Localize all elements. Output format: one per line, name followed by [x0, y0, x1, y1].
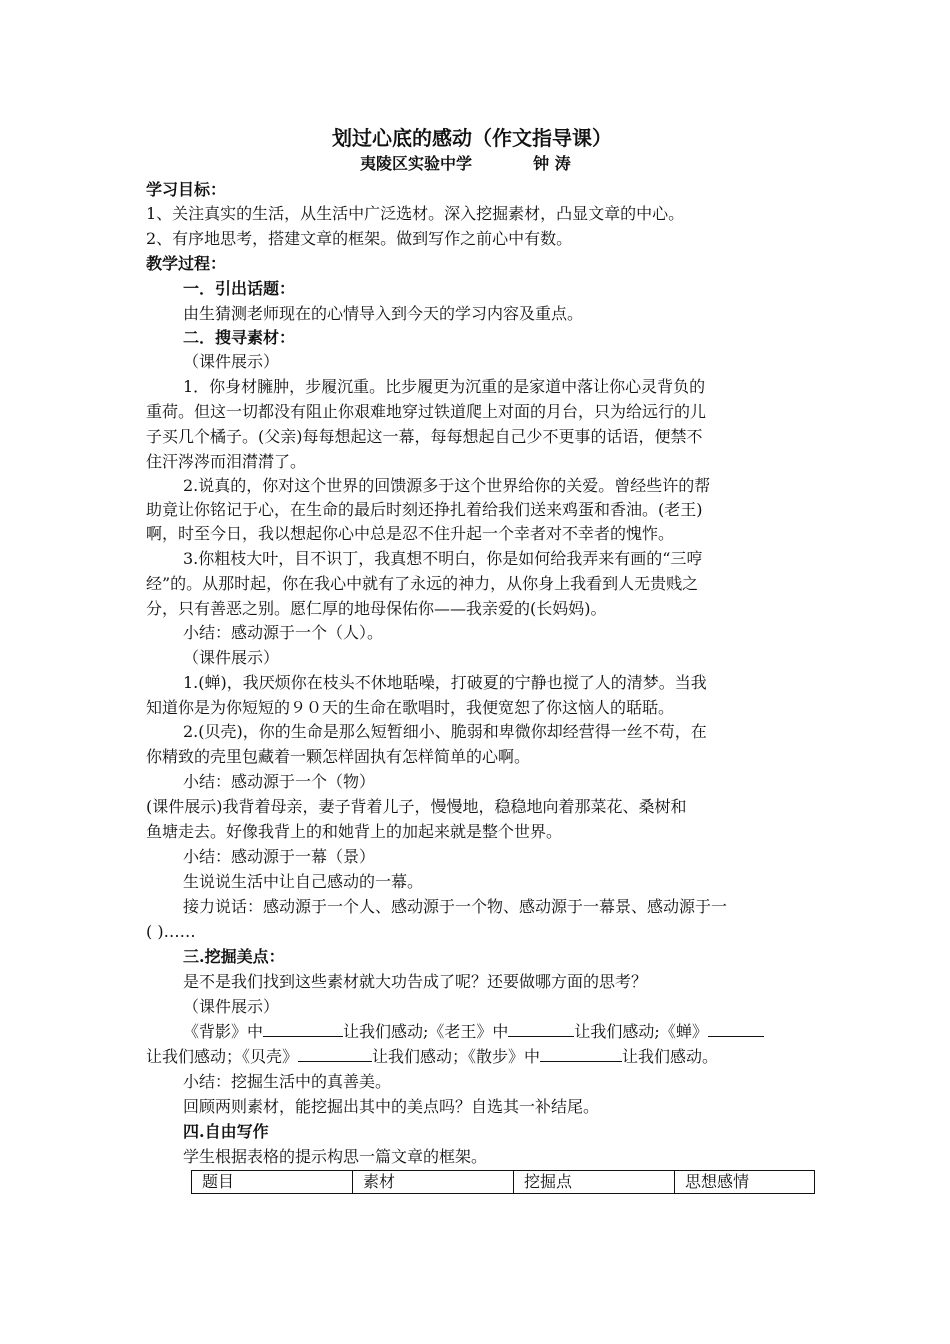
paragraph-line: 鱼塘走去。好像我背上的和她背上的加起来就是整个世界。: [146, 822, 563, 841]
writing-frame-table: [191, 1170, 815, 1194]
table-row: [192, 1171, 815, 1194]
paragraph-line: (课件展示)我背着母亲，妻子背着儿子，慢慢地，稳稳地向着那菜花、桑树和: [146, 797, 687, 816]
paragraph-line: 1.(蝉)，我厌烦你在枝头不休地聒噪，打破夏的宁静也搅了人的清梦。当我: [183, 673, 707, 692]
paragraph-line: 啊，时至今日，我以想起你心中总是忍不住升起一个幸者对不幸者的愧怍。: [146, 524, 675, 543]
paragraph-line: 经”的。从那时起，你在我心中就有了永远的神力，从你身上我看到人无贵贱之: [146, 574, 699, 593]
courseware-label: （课件展示）: [183, 997, 280, 1016]
paragraph-line: 接力说话：感动源于一个人、感动源于一个物、感动源于一幕景、感动源于一: [183, 897, 728, 916]
section-4-text: 学生根据表格的提示构思一篇文章的框架。: [183, 1147, 488, 1166]
summary-line: 小结：感动源于一个（物）: [183, 772, 376, 791]
fill-text: 《背影》中: [183, 1022, 264, 1041]
paragraph-line: 住汗涔涔而泪潸潸了。: [146, 452, 307, 471]
paragraph-line: 分，只有善恶之别。愿仁厚的地母保佑你——我亲爱的(长妈妈)。: [146, 599, 607, 618]
fill-blank[interactable]: [263, 1020, 343, 1037]
fill-text: 让我们感动。: [622, 1047, 719, 1066]
summary-line: 小结：感动源于一幕（景）: [183, 847, 376, 866]
fill-blank[interactable]: [508, 1020, 574, 1037]
fill-blank-line: [183, 1020, 764, 1044]
table-header-cell: 挖掘点: [514, 1171, 675, 1194]
paragraph-line: 子买几个橘子。(父亲)每每想起这一幕，每每想起自己少不更事的话语，便禁不: [146, 427, 703, 446]
summary-line: 小结：感动源于一个（人）。: [183, 623, 384, 642]
byline: [360, 152, 571, 176]
table-header-cell: 思想感情: [675, 1171, 815, 1194]
section-3-heading: 三.挖掘美点：: [183, 947, 285, 966]
fill-blank[interactable]: [298, 1045, 372, 1062]
paragraph-line: 1．你身材臃肿，步履沉重。比步履更为沉重的是家道中落让你心灵背负的: [183, 377, 706, 396]
paragraph-line: 你精致的壳里包藏着一颗怎样固执有怎样简单的心啊。: [146, 747, 531, 766]
page-title: 划过心底的感动（作文指导课）: [332, 126, 612, 150]
paragraph-line: 3.你粗枝大叶，目不识丁，我真想不明白，你是如何给我弄来有画的“三哼: [183, 549, 703, 568]
process-heading: 教学过程：: [146, 254, 227, 273]
section-2-heading: 二．搜寻素材：: [183, 328, 296, 347]
fill-blank[interactable]: [540, 1045, 622, 1062]
teacher-name: 钟 涛: [533, 154, 571, 173]
section-1-heading: 一．引出话题：: [183, 279, 296, 298]
summary-line: 小结：挖掘生活中的真善美。: [183, 1072, 392, 1091]
goal-item: 1、关注真实的生活，从生活中广泛选材。深入挖掘素材，凸显文章的中心。: [146, 204, 685, 223]
paragraph-line: ( )……: [146, 922, 196, 941]
section-3-question: 是不是我们找到这些素材就大功告成了呢？还要做哪方面的思考？: [183, 972, 648, 991]
section-1-text: 由生猜测老师现在的心情导入到今天的学习内容及重点。: [183, 304, 584, 323]
school-name: 夷陵区实验中学: [360, 154, 473, 173]
paragraph-line: 知道你是为你短短的９０天的生命在歌唱时，我便宽恕了你这恼人的聒聒。: [146, 698, 675, 717]
fill-text: 让我们感动；《贝壳》: [146, 1047, 299, 1066]
paragraph-line: 2.说真的，你对这个世界的回馈源多于这个世界给你的关爱。曾经些许的帮: [183, 476, 711, 495]
paragraph-line: 生说说生活中让自己感动的一幕。: [183, 872, 424, 891]
table-header-cell: 题目: [192, 1171, 353, 1194]
courseware-label: （课件展示）: [183, 352, 280, 371]
goal-item: 2、有序地思考，搭建文章的框架。做到写作之前心中有数。: [146, 229, 573, 248]
table-header-cell: 素材: [353, 1171, 514, 1194]
fill-text: 让我们感动;《老王》中: [343, 1022, 509, 1041]
section-4-heading: 四.自由写作: [183, 1122, 269, 1141]
paragraph-line: 助竟让你铭记于心，在生命的最后时刻还挣扎着给我们送来鸡蛋和香油。(老王): [146, 500, 703, 519]
goals-heading: 学习目标：: [146, 180, 227, 199]
courseware-label: （课件展示）: [183, 648, 280, 667]
paragraph-line: 2.(贝壳)，你的生命是那么短暂细小、脆弱和卑微你却经营得一丝不苟，在: [183, 722, 707, 741]
paragraph-line: 回顾两则素材，能挖掘出其中的美点吗？自选其一补结尾。: [183, 1097, 600, 1116]
fill-text: 让我们感动;《蝉》: [574, 1022, 708, 1041]
fill-blank-line: [146, 1045, 718, 1069]
fill-blank[interactable]: [708, 1020, 764, 1037]
paragraph-line: 重荷。但这一切都没有阻止你艰难地穿过铁道爬上对面的月台，只为给远行的儿: [146, 402, 707, 421]
fill-text: 让我们感动；《散步》中: [372, 1047, 541, 1066]
